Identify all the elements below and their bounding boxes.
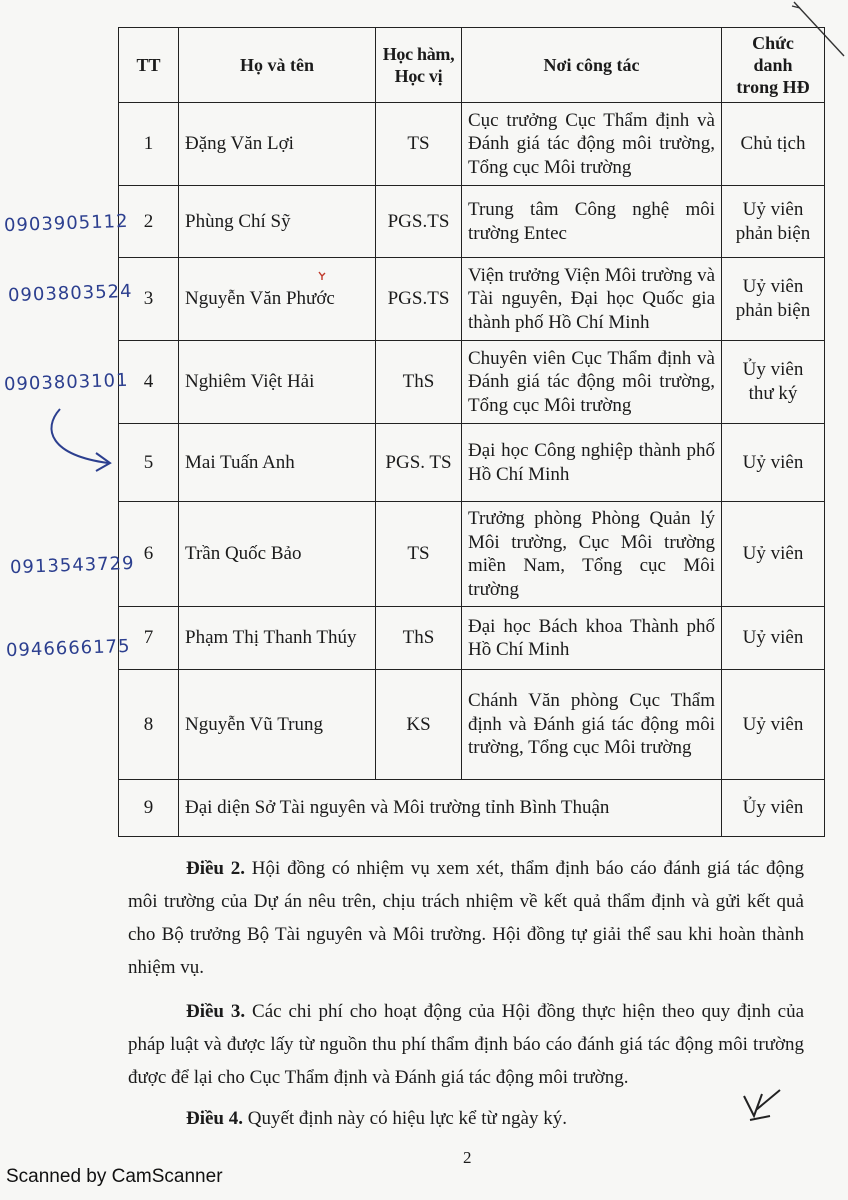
member-workplace: Trưởng phòng Phòng Quản lý Môi trường, Cục Môi trường miền Nam, Tổng cục Môi trường [462, 502, 722, 607]
header-workplace: Nơi công tác [462, 28, 722, 103]
header-name: Họ và tên [179, 28, 376, 103]
row-number: 5 [119, 424, 179, 502]
table-row [119, 424, 825, 502]
table-header-row [119, 28, 825, 103]
member-degree: KS [376, 670, 462, 780]
member-degree: TS [376, 103, 462, 186]
member-role: Uỷ viên phản biện [722, 186, 825, 258]
member-name: Phạm Thị Thanh Thúy [179, 607, 376, 670]
member-role: Uỷ viên [722, 502, 825, 607]
member-name: Nguyễn Văn Phước [179, 258, 376, 341]
member-workplace: Cục trưởng Cục Thẩm định và Đánh giá tác động môi trường, Tổng cục Môi trường [462, 103, 722, 186]
header-tt: TT [119, 28, 179, 103]
handwritten-phone: 0946666175 [5, 635, 131, 662]
row-number: 1 [119, 103, 179, 186]
initial-signature [740, 1086, 784, 1126]
member-name: Đặng Văn Lợi [179, 103, 376, 186]
member-role: Chủ tịch [722, 103, 825, 186]
handwritten-phone: 0913543729 [9, 552, 135, 579]
article-3 [128, 995, 804, 1094]
member-degree: TS [376, 502, 462, 607]
table-row [119, 780, 825, 837]
table-row [119, 502, 825, 607]
table-row [119, 670, 825, 780]
table-row [119, 607, 825, 670]
member-workplace: Trung tâm Công nghệ môi trường Entec [462, 186, 722, 258]
handwritten-phone: 0903803101 [3, 369, 129, 396]
header-role: Chức danh trong HĐ [722, 28, 825, 103]
handwritten-phone: 0903803524 [7, 280, 133, 307]
row-number: 8 [119, 670, 179, 780]
member-name: Mai Tuấn Anh [179, 424, 376, 502]
member-degree: PGS.TS [376, 186, 462, 258]
member-degree: PGS.TS [376, 258, 462, 341]
member-workplace: Viện trưởng Viện Môi trường và Tài nguyên, Đại học Quốc gia thành phố Hồ Chí Minh [462, 258, 722, 341]
member-name: Nghiêm Việt Hải [179, 341, 376, 424]
member-workplace: Đại học Công nghiệp thành phố Hồ Chí Minh [462, 424, 722, 502]
row-number: 9 [119, 780, 179, 837]
row-number: 2 [119, 186, 179, 258]
member-role: Uỷ viên [722, 424, 825, 502]
member-degree: ThS [376, 341, 462, 424]
red-ink-mark [317, 270, 327, 282]
table-row [119, 341, 825, 424]
row-number: 7 [119, 607, 179, 670]
member-degree: PGS. TS [376, 424, 462, 502]
row-number: 3 [119, 258, 179, 341]
table-row [119, 258, 825, 341]
handwritten-arrow-icon [38, 405, 118, 475]
article-4 [128, 1102, 804, 1135]
member-degree: ThS [376, 607, 462, 670]
handwritten-phone: 0903905112 [3, 210, 129, 237]
member-workplace: Chánh Văn phòng Cục Thẩm định và Đánh giá tác động môi trường, Tổng cục Môi trường [462, 670, 722, 780]
member-name: Trần Quốc Bảo [179, 502, 376, 607]
article-text: Hội đồng có nhiệm vụ xem xét, thẩm định báo cáo đánh giá tác động môi trường của Dự án nêu trên, chịu trách nhiệm về kết quả thẩm định và gửi kết quả cho Bộ trưởng Bộ Tài nguyên và Môi trường. Hội đồng tự giải thể sau khi hoàn thành nhiệm vụ. [128, 858, 805, 978]
article-text: Quyết định này có hiệu lực kể từ ngày ký. [243, 1108, 567, 1129]
header-academic-title: Học hàm, Học vị [376, 28, 462, 103]
row-number: 4 [119, 341, 179, 424]
article-label: Điều 2. [186, 858, 246, 879]
member-name: Nguyễn Vũ Trung [179, 670, 376, 780]
row-number: 6 [119, 502, 179, 607]
council-members-table [118, 27, 825, 837]
member-role: Ủy viên [722, 780, 825, 837]
member-role: Uỷ viên [722, 670, 825, 780]
member-workplace: Đại học Bách khoa Thành phố Hồ Chí Minh [462, 607, 722, 670]
article-label: Điều 4. [186, 1108, 243, 1129]
table-row [119, 186, 825, 258]
article-label: Điều 3. [186, 1001, 246, 1022]
member-role: Uỷ viên [722, 607, 825, 670]
member-role: Ủy viên thư ký [722, 341, 825, 424]
member-role: Uỷ viên phản biện [722, 258, 825, 341]
scanner-watermark: Scanned by CamScanner [6, 1166, 223, 1187]
table-row [119, 103, 825, 186]
article-text: Các chi phí cho hoạt động của Hội đồng thực hiện theo quy định của pháp luật và được lấy từ nguồn thu phí thẩm định báo cáo đánh giá tác động môi trường được để lại cho Cục Thẩm định và Đánh giá tác động môi trường. [128, 1001, 805, 1088]
department-representative: Đại diện Sở Tài nguyên và Môi trường tỉnh Bình Thuận [179, 780, 722, 837]
article-2 [128, 852, 804, 984]
member-name: Phùng Chí Sỹ [179, 186, 376, 258]
member-workplace: Chuyên viên Cục Thẩm định và Đánh giá tác động môi trường, Tổng cục Môi trường [462, 341, 722, 424]
page-number: 2 [463, 1148, 472, 1167]
